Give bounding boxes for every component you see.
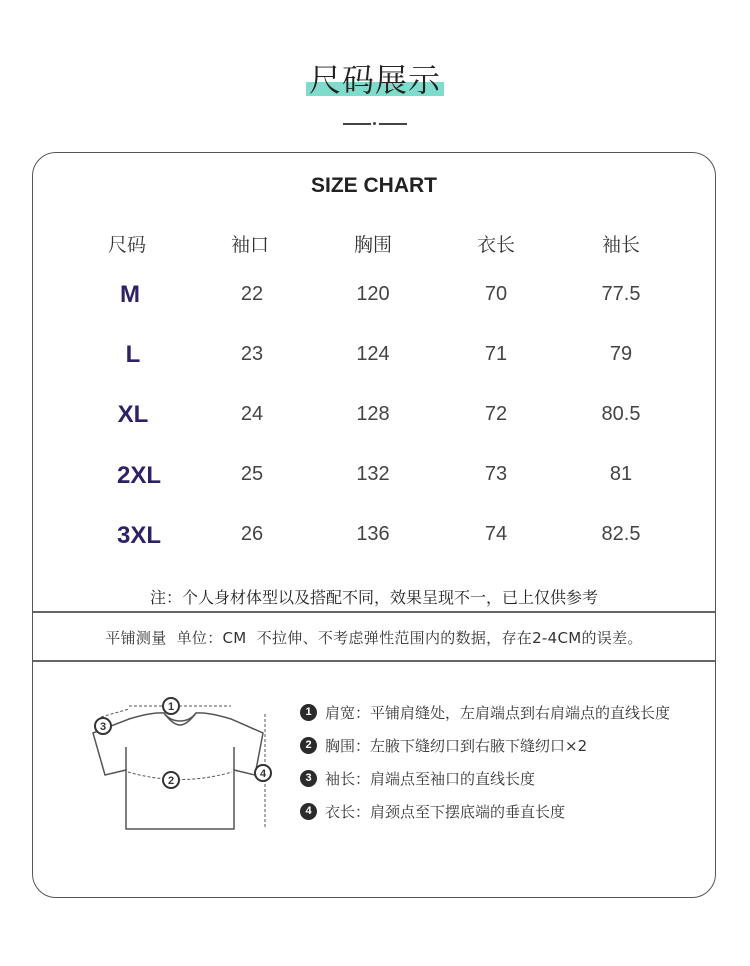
legend-label: 肩宽	[325, 704, 356, 722]
sleeve-value: 81	[609, 463, 633, 485]
marker-2-label: 2	[167, 775, 175, 787]
size-label: M	[120, 281, 140, 308]
size-label: L	[125, 341, 141, 368]
legend-item-length	[300, 801, 565, 823]
chest-value: 124	[356, 343, 390, 365]
marker-3-label: 3	[99, 721, 107, 733]
header-length: 衣长	[476, 234, 515, 256]
legend-description: ：左腋下缝纫口到右腋下缝纫口×2	[355, 737, 588, 755]
header-size: 尺码	[107, 234, 146, 256]
sleeve-value: 82.5	[601, 523, 641, 545]
cuff-value: 22	[240, 283, 264, 305]
chart-title: SIZE CHART	[311, 174, 437, 197]
chest-value: 132	[356, 463, 390, 485]
legend-item-shoulder	[300, 702, 670, 724]
header-cuff: 袖口	[230, 234, 269, 256]
header-sleeve: 袖长	[601, 234, 640, 256]
marker-4-label: 4	[259, 768, 267, 780]
length-value: 72	[484, 403, 508, 425]
chest-value: 128	[356, 403, 390, 425]
tshirt-collar	[164, 713, 196, 725]
cuff-value: 24	[240, 403, 264, 425]
cuff-value: 23	[240, 343, 264, 365]
length-value: 73	[484, 463, 508, 485]
length-value: 71	[484, 343, 508, 365]
legend-label: 袖长	[325, 770, 356, 788]
tshirt-outline	[93, 713, 263, 829]
legend-description: ：肩颈点至下摆底端的垂直长度	[355, 803, 566, 821]
divider	[33, 611, 715, 613]
divider	[33, 660, 715, 662]
legend-label: 胸围	[325, 737, 356, 755]
legend-number: 4	[300, 803, 317, 820]
legend-number: 3	[300, 770, 317, 787]
legend-description: ：平铺肩缝处，左肩端点到右肩端点的直线长度	[355, 704, 671, 722]
cuff-value: 26	[240, 523, 264, 545]
page-title: 尺码展示	[308, 61, 441, 99]
legend-item-chest	[300, 735, 587, 757]
legend-description: ：肩端点至袖口的直线长度	[355, 770, 536, 788]
title-divider-dot	[373, 122, 376, 125]
measurement-note: 平铺测量 单位：CM 不拉伸、不考虑弹性范围内的数据，存在2-4CM的误差。	[105, 629, 643, 647]
title-divider-right	[379, 123, 407, 125]
chest-value: 136	[356, 523, 390, 545]
length-value: 70	[484, 283, 508, 305]
sleeve-dimension-line	[101, 709, 129, 717]
disclaimer-note: 注：个人身材体型以及搭配不同，效果呈现不一，已上仅供参考	[149, 588, 598, 607]
sleeve-value: 80.5	[601, 403, 641, 425]
marker-1-label: 1	[167, 701, 175, 713]
size-label: XL	[117, 401, 149, 428]
tshirt-diagram	[85, 692, 285, 842]
length-value: 74	[484, 523, 508, 545]
page-header	[0, 58, 750, 108]
legend-number: 2	[300, 737, 317, 754]
title-divider-left	[343, 123, 371, 125]
header-chest: 胸围	[353, 234, 392, 256]
chest-dimension-line	[128, 772, 232, 780]
chest-value: 120	[356, 283, 390, 305]
legend-number: 1	[300, 704, 317, 721]
legend-item-sleeve	[300, 768, 535, 790]
sleeve-value: 79	[609, 343, 633, 365]
cuff-value: 25	[240, 463, 264, 485]
sleeve-value: 77.5	[601, 283, 641, 305]
size-label: 2XL	[116, 462, 161, 489]
size-label: 3XL	[116, 522, 161, 549]
legend-label: 衣长	[325, 803, 356, 821]
